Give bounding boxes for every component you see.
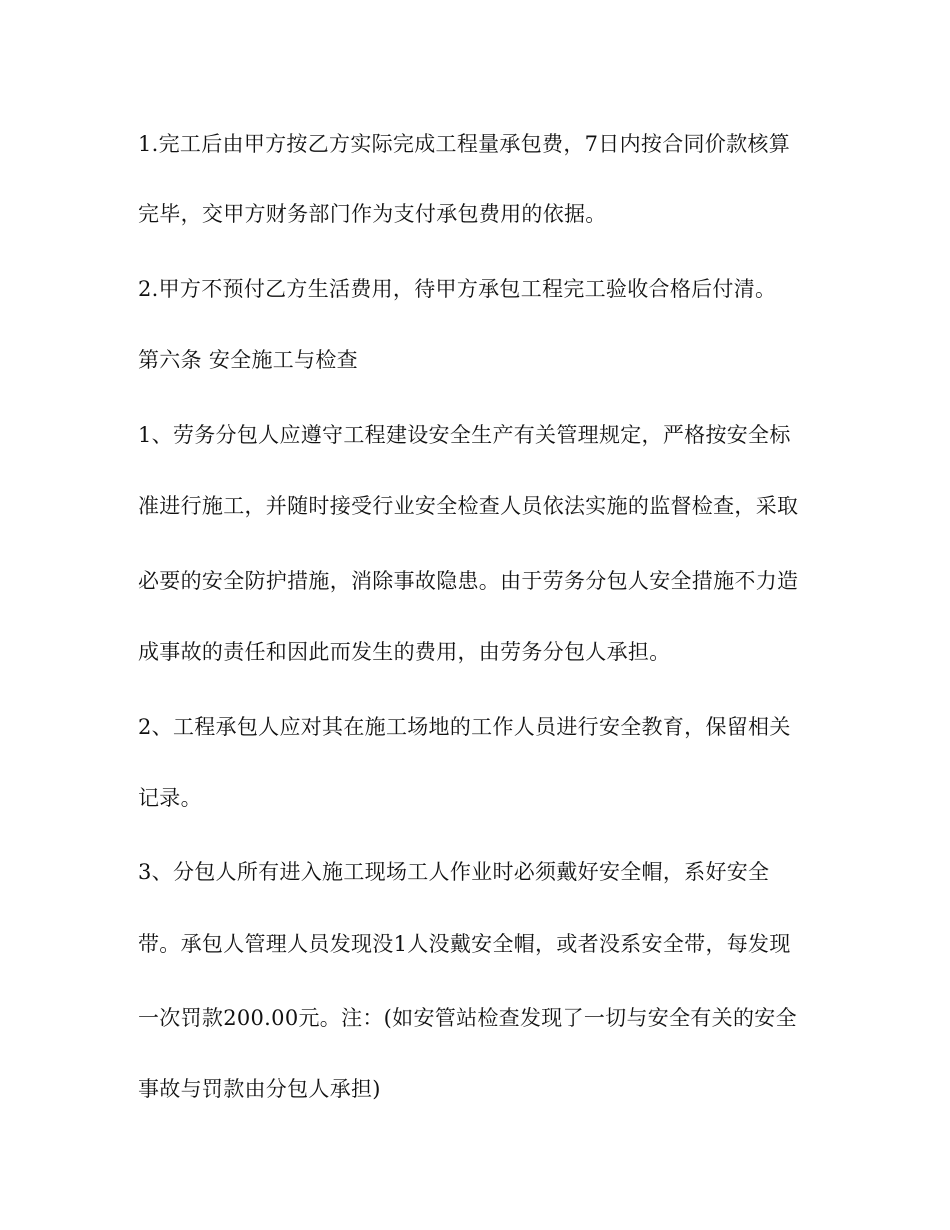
paragraph-line: 1.完工后由甲方按乙方实际完成工程量承包费，7日内按合同价款核算 bbox=[138, 132, 790, 156]
paragraph-line: 事故与罚款由分包人承担) bbox=[138, 1077, 381, 1101]
section-heading: 第六条 安全施工与检查 bbox=[138, 348, 358, 372]
paragraph-line: 2、工程承包人应对其在施工场地的工作人员进行安全教育，保留相关 bbox=[138, 715, 791, 739]
paragraph-line: 完毕，交甲方财务部门作为支付承包费用的依据。 bbox=[138, 202, 607, 226]
paragraph-line: 必要的安全防护措施，消除事故隐患。由于劳务分包人安全措施不力造 bbox=[138, 569, 799, 593]
paragraph-line: 记录。 bbox=[138, 786, 202, 810]
paragraph-line: 带。承包人管理人员发现没1人没戴安全帽，或者没系安全带，每发现 bbox=[138, 932, 791, 956]
paragraph-line: 2.甲方不预付乙方生活费用，待甲方承包工程完工验收合格后付清。 bbox=[138, 277, 777, 301]
paragraph-line: 成事故的责任和因此而发生的费用，由劳务分包人承担。 bbox=[138, 640, 671, 664]
paragraph-line: 1、劳务分包人应遵守工程建设安全生产有关管理规定，严格按安全标 bbox=[138, 423, 791, 447]
paragraph-line: 一次罚款200.00元。注：(如安管站检查发现了一切与安全有关的安全 bbox=[138, 1006, 797, 1030]
paragraph-line: 3、分包人所有进入施工现场工人作业时必须戴好安全帽，系好安全 bbox=[138, 860, 770, 884]
paragraph-line: 准进行施工，并随时接受行业安全检查人员依法实施的监督检查，采取 bbox=[138, 494, 799, 518]
